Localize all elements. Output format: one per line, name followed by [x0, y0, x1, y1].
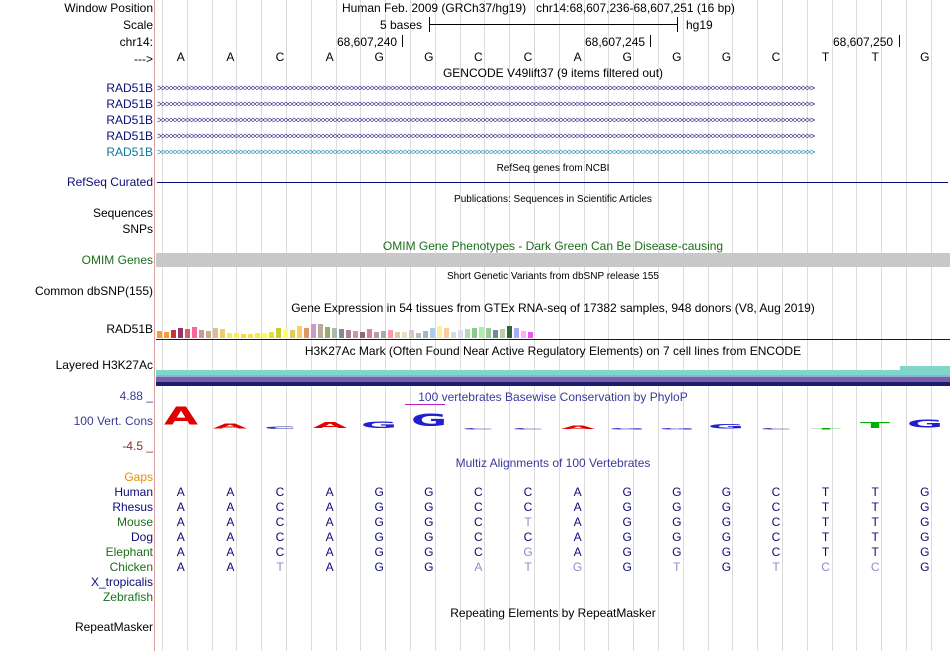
multiz-species-label[interactable]: Elephant — [105, 545, 153, 559]
alignment-base: A — [226, 560, 235, 574]
multiz-species-label[interactable]: Rhesus — [112, 500, 153, 514]
gtex-tissue-bar — [416, 333, 421, 338]
grid-line — [757, 0, 758, 651]
alignment-base: C — [474, 545, 483, 559]
alignment-base: C — [474, 515, 483, 529]
phylop-letter: A — [163, 403, 198, 432]
phylop-letter: G — [609, 427, 646, 431]
omim-track-title[interactable]: OMIM Gene Phenotypes - Dark Green Can Be Disease-causing — [382, 239, 724, 253]
label-divider — [154, 0, 155, 651]
base-letter: A — [176, 50, 185, 64]
gtex-tissue-bar — [402, 332, 407, 338]
phylop-letter: C — [462, 427, 495, 431]
ruler-tick — [650, 35, 651, 47]
phylop-track-label[interactable]: 100 Vert. Cons — [73, 414, 153, 428]
grid-line — [856, 0, 857, 651]
alignment-base: A — [573, 530, 582, 544]
alignment-base: C — [771, 485, 781, 499]
alignment-base: T — [821, 530, 830, 544]
alignment-base: T — [772, 560, 780, 574]
gtex-tissue-bar — [437, 326, 442, 338]
phylop-track-title[interactable]: 100 vertebrates Basewise Conservation by PhyloP — [418, 390, 688, 404]
base-letter: A — [573, 50, 582, 64]
gtex-tissue-bar — [479, 327, 484, 338]
dbsnp-track-label[interactable]: Common dbSNP(155) — [34, 284, 153, 298]
gtex-track-title[interactable]: Gene Expression in 54 tissues from GTEx RNA-seq of 17382 samples, 948 donors (V8, Aug 2019) — [291, 301, 815, 315]
gtex-tissue-bar — [465, 329, 470, 338]
base-letter: G — [424, 50, 434, 64]
base-letter: G — [672, 50, 682, 64]
alignment-base: G — [424, 545, 434, 559]
gtex-tissue-bar — [528, 332, 533, 338]
alignment-base: A — [226, 515, 235, 529]
gtex-tissue-bar — [192, 327, 197, 338]
alignment-base: C — [275, 545, 285, 559]
alignment-base: G — [374, 500, 384, 514]
alignment-base: G — [672, 515, 682, 529]
alignment-base: T — [871, 500, 879, 514]
dbsnp-track-title[interactable]: Short Genetic Variants from dbSNP release 155 — [447, 271, 659, 282]
publications-snps-label[interactable]: SNPs — [122, 222, 153, 236]
alignment-base: C — [474, 485, 483, 499]
ruler-tick — [899, 35, 900, 47]
alignment-base: G — [424, 515, 434, 529]
gencode-transcript-label[interactable]: RAD51B — [106, 113, 153, 127]
grid-line — [559, 0, 560, 651]
alignment-base: C — [275, 500, 285, 514]
grid-line — [906, 0, 907, 651]
alignment-base: A — [176, 485, 185, 499]
alignment-base: C — [474, 500, 483, 514]
alignment-base: G — [374, 530, 384, 544]
alignment-base: G — [622, 515, 632, 529]
gtex-tissue-bar — [409, 330, 414, 338]
alignment-base: T — [524, 515, 532, 529]
gtex-tissue-bar — [472, 328, 477, 338]
alignment-base: C — [523, 485, 533, 499]
alignment-base: A — [226, 545, 235, 559]
gtex-tissue-bar — [213, 328, 218, 338]
alignment-base: A — [176, 530, 185, 544]
alignment-base: C — [870, 560, 880, 574]
gtex-tissue-bar — [241, 334, 246, 338]
gtex-track-label[interactable]: RAD51B — [106, 322, 153, 336]
gtex-tissue-bar — [339, 329, 344, 338]
gencode-transcript[interactable]: >>>>>>>>>>>>>>>>>>>>>>>>>>>>>>>>>>>>>>>>>>>>>>>>>>>>>>>>>>>>>>>>>>>>>>>>>>>>>>>>>>>>>>>>>>>>>>>>>>>>>>>>>>>>>>>>>>>>>>>>>>>>>>>>>>>>>>>>>>>>>>>>>>>>>>>>>>>>>>>> — [157, 116, 814, 125]
alignment-base: A — [226, 500, 235, 514]
base-letter: C — [474, 50, 483, 64]
base-letter: C — [275, 50, 285, 64]
alignment-base: G — [424, 530, 434, 544]
omim-track-label[interactable]: OMIM Genes — [81, 253, 153, 267]
alignment-base: A — [325, 530, 334, 544]
base-letter: C — [771, 50, 781, 64]
h3k27ac-layer-dark — [156, 382, 950, 386]
alignment-base: G — [672, 545, 682, 559]
grid-line — [608, 0, 609, 651]
phylop-letter: T — [860, 421, 891, 431]
gtex-tissue-bar — [276, 328, 281, 338]
h3k27ac-layer-teal — [900, 366, 950, 375]
alignment-base: C — [771, 500, 781, 514]
multiz-species-label[interactable]: Zebrafish — [102, 590, 153, 604]
alignment-base: G — [920, 545, 930, 559]
base-letter: G — [374, 50, 384, 64]
alignment-base: T — [871, 485, 879, 499]
alignment-base: A — [573, 545, 582, 559]
gtex-tissue-bar — [234, 333, 239, 338]
gtex-tissue-bar — [493, 330, 498, 338]
alignment-base: G — [920, 515, 930, 529]
gtex-tissue-bar — [248, 334, 253, 338]
alignment-base: A — [226, 485, 235, 499]
gtex-tissue-bar — [227, 333, 232, 338]
gtex-tissue-bar — [332, 328, 337, 338]
alignment-base: A — [176, 515, 185, 529]
gtex-tissue-bar — [171, 330, 176, 338]
phylop-letter: T — [810, 427, 841, 431]
alignment-base: A — [226, 530, 235, 544]
base-letter: C — [523, 50, 533, 64]
alignment-base: G — [622, 560, 632, 574]
gtex-tissue-bar — [360, 332, 365, 338]
alignment-base: G — [920, 485, 930, 499]
alignment-base: G — [424, 485, 434, 499]
alignment-base: A — [176, 500, 185, 514]
multiz-species-label[interactable]: Chicken — [109, 560, 153, 574]
multiz-species-label[interactable]: Human — [114, 485, 153, 499]
ruler-tick-label: 68,607,250 — [833, 35, 894, 49]
ruler-tick-label: 68,607,245 — [585, 35, 646, 49]
alignment-base: A — [474, 560, 483, 574]
grid-line — [162, 0, 163, 651]
strand-arrow-label: ---> — [134, 52, 153, 66]
base-letter: G — [721, 50, 732, 64]
phylop-ymax: 4.88 _ — [119, 389, 153, 403]
gtex-tissue-bar — [164, 332, 169, 338]
gtex-tissue-bar — [514, 328, 519, 338]
base-letter: G — [920, 50, 930, 64]
alignment-base: G — [374, 485, 384, 499]
gtex-tissue-bar — [157, 331, 162, 338]
alignment-base: T — [821, 515, 830, 529]
phylop-ymin: -4.5 _ — [122, 439, 153, 453]
alignment-base: G — [920, 560, 930, 574]
gtex-tissue-bar — [185, 329, 190, 338]
alignment-base: C — [523, 500, 533, 514]
gtex-tissue-bar — [311, 324, 316, 338]
alignment-base: G — [424, 500, 434, 514]
gtex-tissue-bar — [367, 329, 372, 338]
gtex-tissue-bar — [178, 328, 183, 338]
multiz-species-label[interactable]: Dog — [130, 530, 153, 544]
chrom-label: chr14: — [119, 35, 153, 49]
gtex-tissue-bar — [423, 331, 428, 338]
gtex-tissue-bar — [451, 332, 456, 338]
gencode-track-title[interactable]: GENCODE V49lift37 (9 items filtered out) — [442, 66, 664, 80]
h3k27ac-track-label[interactable]: Layered H3K27Ac — [55, 358, 153, 372]
alignment-base: G — [622, 530, 632, 544]
gencode-transcript-label[interactable]: RAD51B — [106, 129, 153, 143]
alignment-base: G — [721, 485, 732, 499]
gtex-tissue-bar — [318, 324, 323, 338]
gtex-tissue-bar — [346, 330, 351, 338]
alignment-base: A — [573, 500, 582, 514]
gencode-transcript[interactable]: >>>>>>>>>>>>>>>>>>>>>>>>>>>>>>>>>>>>>>>>>>>>>>>>>>>>>>>>>>>>>>>>>>>>>>>>>>>>>>>>>>>>>>>>>>>>>>>>>>>>>>>>>>>>>>>>>>>>>>>>>>>>>>>>>>>>>>>>>>>>>>>>>>>>>>>>>>>>>>>> — [157, 132, 814, 141]
ruler-tick-label: 68,607,240 — [337, 35, 398, 49]
phylop-letter: G — [361, 420, 398, 431]
alignment-base: A — [325, 545, 334, 559]
alignment-base: C — [275, 515, 285, 529]
alignment-base: C — [275, 530, 285, 544]
gtex-baseline — [156, 339, 950, 340]
phylop-letter: G — [658, 427, 695, 431]
phylop-letter: C — [511, 427, 545, 431]
alignment-base: C — [275, 485, 285, 499]
alignment-base: A — [325, 560, 334, 574]
alignment-base: G — [721, 500, 732, 514]
repeatmasker-track-label[interactable]: RepeatMasker — [74, 620, 153, 634]
alignment-base: T — [673, 560, 681, 574]
phylop-letter: G — [410, 411, 447, 431]
alignment-base: T — [871, 545, 879, 559]
alignment-base: C — [771, 530, 781, 544]
grid-line — [807, 0, 808, 651]
alignment-base: G — [920, 530, 930, 544]
base-letter: T — [821, 50, 830, 64]
alignment-base: G — [374, 545, 384, 559]
gtex-tissue-bar — [325, 327, 330, 338]
gtex-tissue-bar — [290, 330, 295, 338]
scale-bar-right-tick — [677, 17, 678, 32]
gtex-tissue-bar — [388, 330, 393, 338]
alignment-base: A — [325, 485, 334, 499]
gencode-transcript-label[interactable]: RAD51B — [106, 81, 153, 95]
phylop-letter: A — [312, 421, 347, 431]
alignment-base: G — [721, 545, 732, 559]
base-letter: A — [325, 50, 334, 64]
grid-line — [708, 0, 709, 651]
gtex-tissue-bar — [500, 329, 505, 338]
alignment-base: A — [325, 515, 334, 529]
phylop-letter: A — [213, 422, 248, 431]
grid-line — [658, 0, 659, 651]
base-letter: A — [226, 50, 235, 64]
omim-gene-bar[interactable] — [156, 253, 950, 267]
alignment-base: T — [821, 545, 830, 559]
alignment-base: C — [771, 515, 781, 529]
gtex-tissue-bar — [353, 331, 358, 338]
alignment-base: G — [622, 485, 632, 499]
gtex-tissue-bar — [374, 332, 379, 338]
scale-text: 5 bases — [380, 18, 423, 32]
scale-bar — [429, 24, 677, 25]
grid-line — [360, 0, 361, 651]
alignment-base: G — [622, 545, 632, 559]
publications-track-title[interactable]: Publications: Sequences in Scientific Articles — [454, 194, 652, 205]
alignment-base: G — [424, 560, 434, 574]
grid-line — [212, 0, 213, 651]
gtex-tissue-bar — [430, 328, 435, 338]
scale-bar-left-tick — [429, 17, 430, 32]
alignment-base: T — [871, 515, 879, 529]
publications-sequences-label[interactable]: Sequences — [92, 206, 153, 220]
alignment-base: C — [821, 560, 830, 574]
gtex-tissue-bar — [199, 330, 204, 338]
alignment-base: G — [572, 560, 583, 574]
alignment-base: C — [523, 530, 533, 544]
phylop-title-marker — [405, 404, 445, 405]
gtex-tissue-bar — [304, 328, 309, 338]
alignment-base: C — [771, 545, 781, 559]
h3k27ac-track-title[interactable]: H3K27Ac Mark (Often Found Near Active Regulatory Elements) on 7 cell lines from ENCODE — [304, 344, 802, 358]
alignment-base: A — [176, 560, 185, 574]
gtex-tissue-bar — [458, 330, 463, 338]
alignment-base: T — [871, 530, 879, 544]
alignment-base: T — [276, 560, 284, 574]
gencode-transcript[interactable]: >>>>>>>>>>>>>>>>>>>>>>>>>>>>>>>>>>>>>>>>>>>>>>>>>>>>>>>>>>>>>>>>>>>>>>>>>>>>>>>>>>>>>>>>>>>>>>>>>>>>>>>>>>>>>>>>>>>>>>>>>>>>>>>>>>>>>>>>>>>>>>>>>>>>>>>>>>>>>>>> — [157, 84, 814, 93]
alignment-base: G — [523, 545, 533, 559]
grid-line — [261, 0, 262, 651]
alignment-base: C — [474, 530, 483, 544]
multiz-species-label[interactable]: X_tropicalis — [90, 575, 153, 589]
alignment-base: A — [573, 485, 582, 499]
gtex-tissue-bar — [255, 333, 260, 338]
alignment-base: G — [920, 500, 930, 514]
multiz-gaps-label[interactable]: Gaps — [124, 470, 153, 484]
gencode-transcript[interactable]: >>>>>>>>>>>>>>>>>>>>>>>>>>>>>>>>>>>>>>>>>>>>>>>>>>>>>>>>>>>>>>>>>>>>>>>>>>>>>>>>>>>>>>>>>>>>>>>>>>>>>>>>>>>>>>>>>>>>>>>>>>>>>>>>>>>>>>>>>>>>>>>>>>>>>>>>>>>>>>>> — [157, 100, 814, 109]
alignment-base: G — [374, 515, 384, 529]
phylop-letter: G — [708, 422, 745, 431]
gtex-tissue-bar — [444, 328, 449, 338]
alignment-base: T — [524, 560, 532, 574]
refseq-gene-line[interactable] — [157, 182, 948, 183]
assembly-label: hg19 — [686, 18, 713, 32]
refseq-track-title[interactable]: RefSeq genes from NCBI — [496, 163, 610, 174]
gtex-tissue-bar — [269, 332, 274, 338]
alignment-base: G — [622, 500, 632, 514]
phylop-letter: A — [560, 425, 595, 431]
alignment-base: A — [176, 545, 185, 559]
phylop-letter: C — [759, 427, 793, 431]
gtex-tissue-bar — [283, 329, 288, 338]
alignment-base: A — [573, 515, 582, 529]
gtex-tissue-bar — [486, 328, 491, 338]
gencode-transcript[interactable]: >>>>>>>>>>>>>>>>>>>>>>>>>>>>>>>>>>>>>>>>>>>>>>>>>>>>>>>>>>>>>>>>>>>>>>>>>>>>>>>>>>>>>>>>>>>>>>>>>>>>>>>>>>>>>>>>>>>>>>>>>>>>>>>>>>>>>>>>>>>>>>>>>>>>>>>>>>>>>>>> — [157, 148, 814, 157]
window-position-label: Window Position — [64, 1, 153, 15]
ruler-tick — [402, 35, 403, 47]
alignment-base: G — [672, 500, 682, 514]
alignment-base: G — [721, 515, 732, 529]
alignment-base: T — [821, 500, 830, 514]
gtex-tissue-bar — [220, 329, 225, 338]
phylop-letter: C — [263, 425, 297, 431]
gtex-tissue-bar — [521, 331, 526, 338]
phylop-letter: G — [906, 418, 943, 431]
alignment-base: G — [672, 485, 682, 499]
base-letter: T — [871, 50, 879, 64]
alignment-base: T — [821, 485, 830, 499]
grid-line — [410, 0, 411, 651]
alignment-base: G — [721, 560, 732, 574]
gtex-tissue-bar — [206, 331, 211, 338]
scale-label: Scale — [122, 18, 153, 32]
gtex-tissue-bar — [262, 333, 267, 338]
base-letter: G — [622, 50, 632, 64]
gtex-tissue-bar — [507, 326, 512, 338]
alignment-base: A — [325, 500, 334, 514]
multiz-track-title[interactable]: Multiz Alignments of 100 Vertebrates — [455, 456, 651, 470]
alignment-base: G — [721, 530, 732, 544]
gtex-tissue-bar — [297, 326, 302, 338]
grid-line — [460, 0, 461, 651]
repeatmasker-track-title[interactable]: Repeating Elements by RepeatMasker — [450, 606, 656, 620]
multiz-species-label[interactable]: Mouse — [116, 515, 153, 529]
alignment-base: G — [672, 530, 682, 544]
alignment-base: G — [374, 560, 384, 574]
refseq-track-label[interactable]: RefSeq Curated — [66, 175, 153, 189]
gtex-tissue-bar — [395, 332, 400, 338]
gtex-tissue-bar — [381, 331, 386, 338]
gencode-transcript-label[interactable]: RAD51B — [106, 97, 153, 111]
window-position-text: Human Feb. 2009 (GRCh37/hg19) chr14:68,607,236-68,607,251 (16 bp) — [342, 1, 735, 15]
gencode-transcript-label[interactable]: RAD51B — [106, 145, 153, 159]
